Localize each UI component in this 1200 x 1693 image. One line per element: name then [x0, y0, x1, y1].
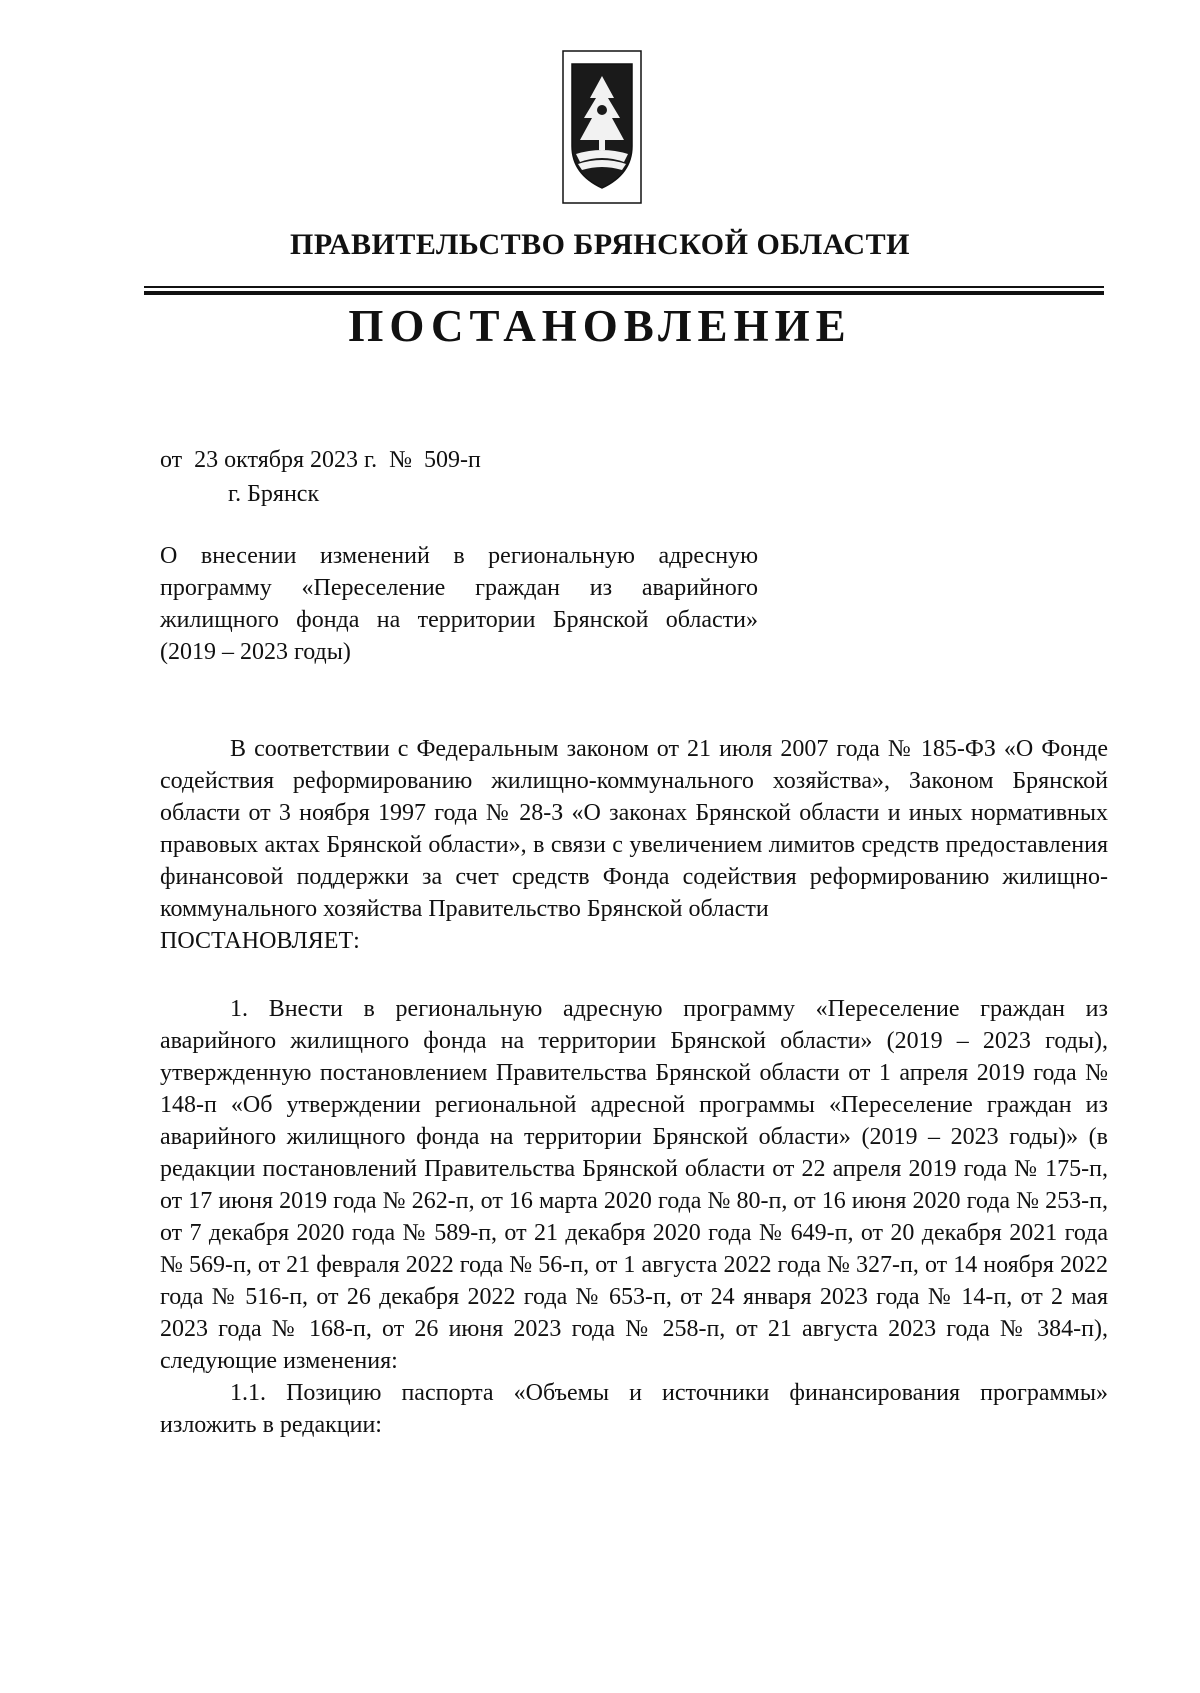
preamble-paragraph [160, 733, 1108, 957]
document-subject: О внесении изменений в региональную адресную программу «Переселение граждан из аварийного жилищного фонда на территории Брянской области» (2019 – 2023 годы) [160, 543, 758, 665]
item-1-paragraph: 1. Внести в региональную адресную программу «Переселение граждан из аварийного жилищного фонда на территории Брянской области» (2019 – 2023 годы), утвержденную постановлением Правительства Брянской области от 1 апреля 2019 года № 148-п «Об утверждении региональной адресной программы «Переселение граждан из аварийного жилищного фонда на территории Брянской области» (2019 – 2023 годы)» (в редакции постановлений Правительства Брянской области от 22 апреля 2019 года № 175-п, от 17 июня 2019 года № 262-п, от 16 марта 2020 года № 80-п, от 16 июня 2020 года № 253-п, от 7 декабря 2020 года № 589-п, от 21 декабря 2020 года № 649-п, от 20 декабря 2021 года № 569-п, от 21 февраля 2022 года № 56-п, от 1 августа 2022 года № 327-п, от 14 ноября 2022 года № 516-п, от 26 декабря 2022 года № 653-п, от 24 января 2023 года № 14-п, от 2 мая 2023 года № 168-п, от 26 июня 2023 года № 258-п, от 21 августа 2023 года № 384-п), следующие изменения: [160, 996, 1108, 1374]
header-rule-thin [144, 286, 1104, 288]
preamble-text: В соответствии с Федеральным законом от 21 июля 2007 года № 185-ФЗ «О Фонде содействия реформированию жилищно-коммунального хозяйства», Законом Брянской области от 3 ноября 1997 года № 28-З «О законах Брянской области и иных нормативных правовых актах Брянской области», в связи с увеличением лимитов средств предоставления финансовой поддержки за счет средств Фонда содействия реформированию жилищно-коммунального хозяйства Правительство Брянской области [160, 736, 1108, 922]
issuing-authority: ПРАВИТЕЛЬСТВО БРЯНСКОЙ ОБЛАСТИ [290, 228, 910, 261]
decree-word: ПОСТАНОВЛЯЕТ: [160, 928, 360, 954]
header-rule-thick [144, 291, 1104, 295]
document-body [160, 733, 1108, 1441]
coat-of-arms-emblem [562, 50, 642, 204]
item-1-1-paragraph: 1.1. Позицию паспорта «Объемы и источники финансирования программы» изложить в редакции: [160, 1380, 1108, 1438]
document-date-number: от 23 октября 2023 г. № 509-п [160, 447, 481, 473]
document-city: г. Брянск [228, 481, 320, 507]
document-type-title: ПОСТАНОВЛЕНИЕ [348, 301, 852, 351]
